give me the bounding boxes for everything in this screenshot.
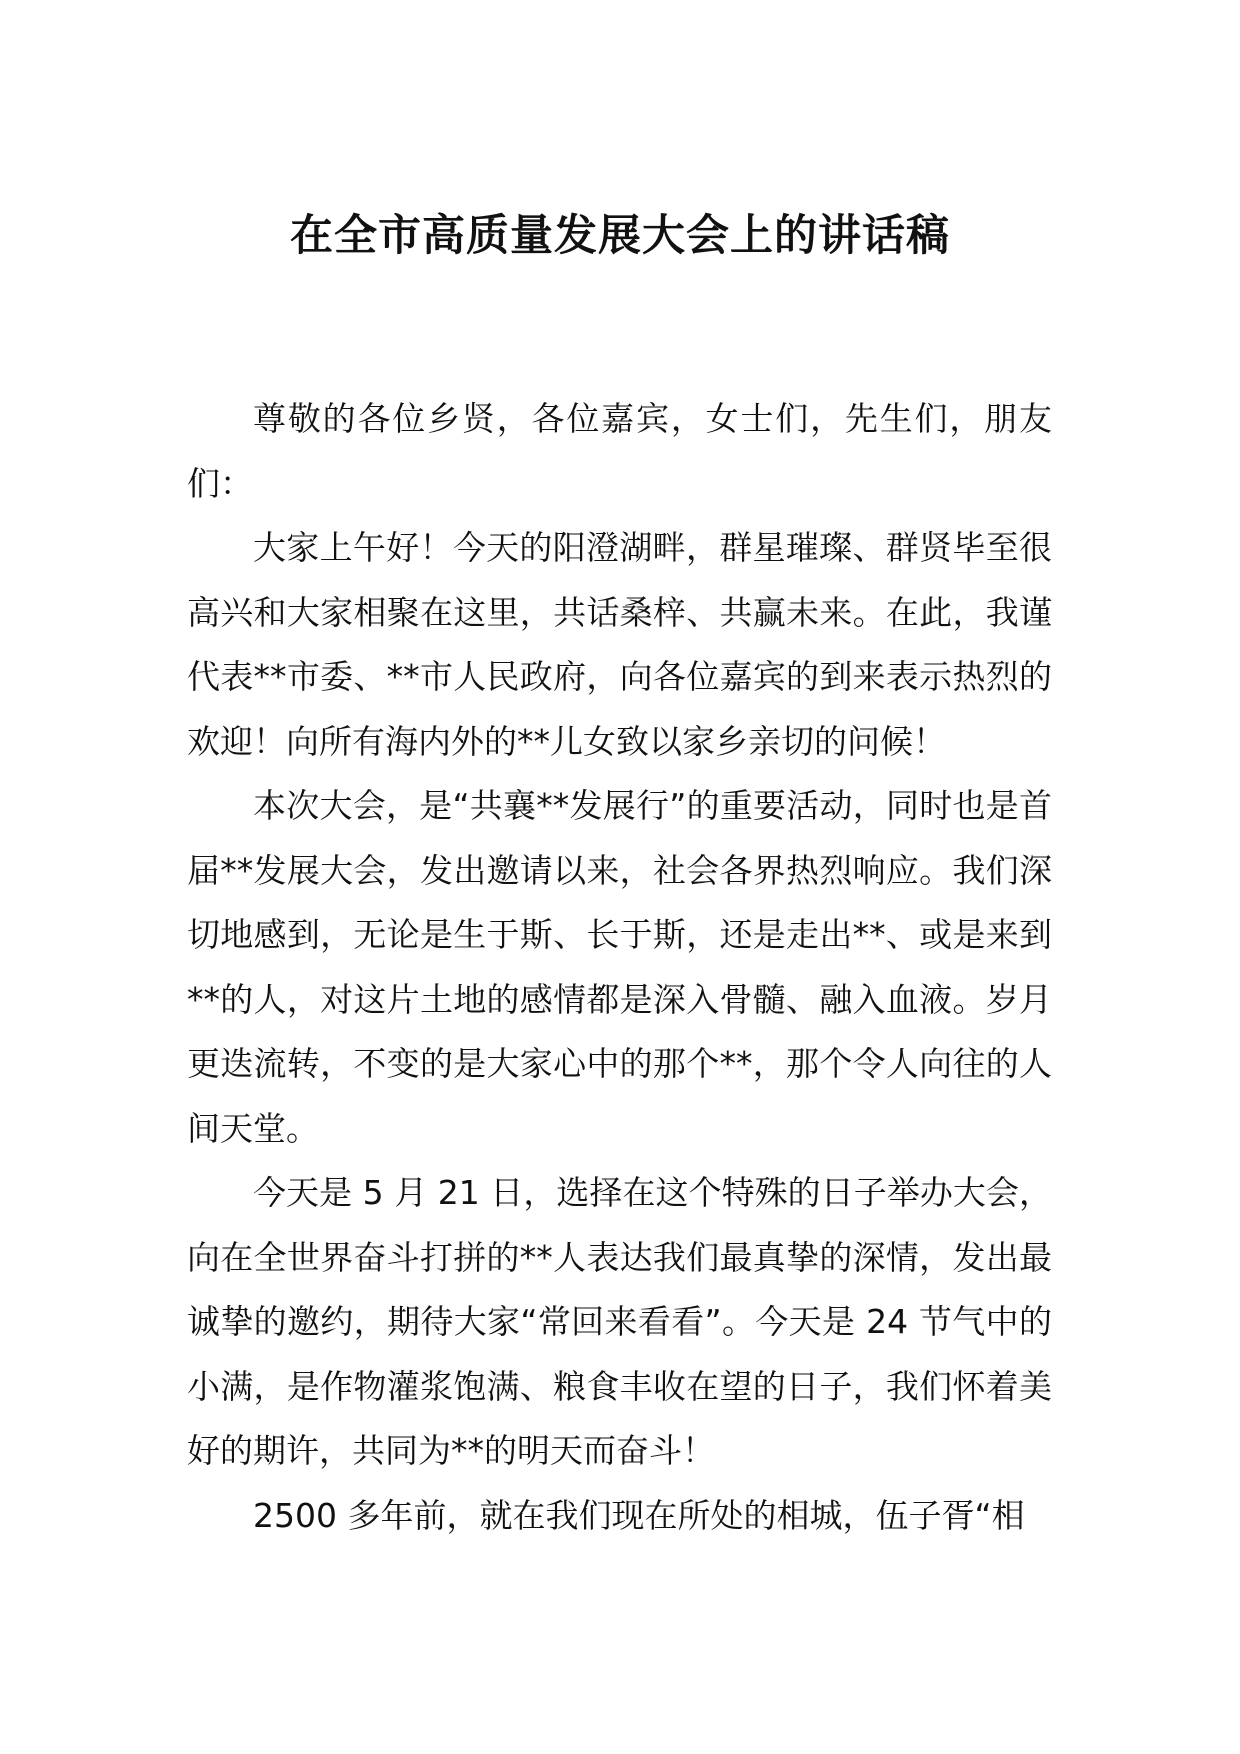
body-paragraph-2: 本次大会，是“共襄**发展行”的重要活动，同时也是首届**发展大会，发出邀请以来，社会各界热烈响应。我们深切地感到，无论是生于斯、长于斯，还是走出**、或是来到**的人，对这片土地的感情都是深入骨髓、融入血液。岁月更迭流转，不变的是大家心中的那个**，那个令人向往的人间天堂。 bbox=[187, 786, 1052, 1148]
document-body bbox=[187, 387, 1052, 1548]
body-paragraph-1: 大家上午好！今天的阳澄湖畔，群星璀璨、群贤毕至很高兴和大家相聚在这里，共话桑梓、共赢未来。在此，我谨代表**市委、**市人民政府，向各位嘉宾的到来表示热烈的欢迎！向所有海内外的**儿女致以家乡亲切的问候！ bbox=[187, 528, 1052, 761]
document-title: 在全市高质量发展大会上的讲话稿 bbox=[290, 211, 950, 261]
body-paragraph-4: 2500 多年前，就在我们现在所处的相城，伍子胥“相 bbox=[253, 1495, 1025, 1535]
salutation-paragraph: 尊敬的各位乡贤，各位嘉宾，女士们，先生们，朋友们： bbox=[187, 399, 1052, 503]
body-paragraph-3: 今天是 5 月 21 日，选择在这个特殊的日子举办大会，向在全世界奋斗打拼的**人表达我们最真挚的深情，发出最诚挚的邀约，期待大家“常回来看看”。今天是 24 节气中的小满，是作物灌浆饱满、粮食丰收在望的日子，我们怀着美好的期许，共同为**的明天而奋斗！ bbox=[187, 1173, 1052, 1470]
